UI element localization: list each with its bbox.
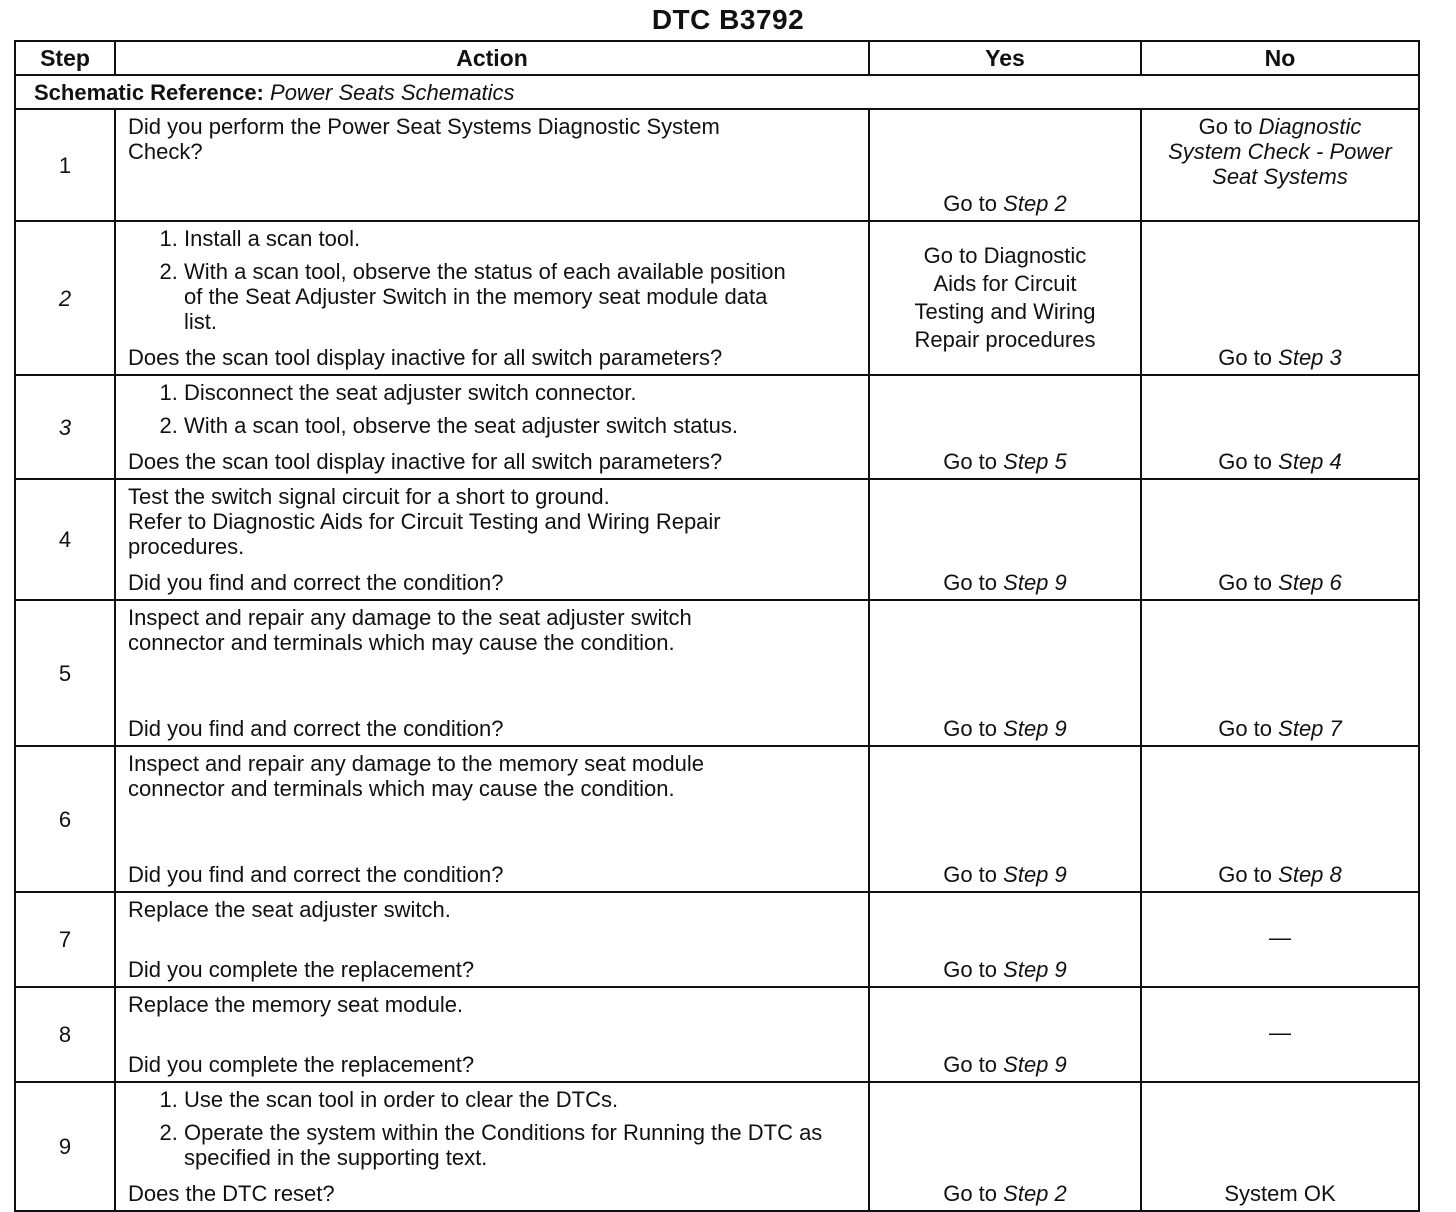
action-list-item: 2. With a scan tool, observe the seat adjuster switch status. [184, 413, 860, 438]
action-cell [115, 479, 869, 600]
schematic-reference-label: Schematic Reference: [34, 79, 264, 105]
table-row [15, 109, 1419, 221]
no-cell [1141, 987, 1419, 1082]
action-list-item: 2. Operate the system within the Conditions for Running the DTC as specified in the supporting text. [184, 1120, 824, 1170]
yes-cell [869, 479, 1141, 600]
yes-cell [869, 1082, 1141, 1211]
no-cell [1141, 479, 1419, 600]
action-cell [115, 375, 869, 479]
action-cell [115, 221, 869, 375]
no-target: Step 8 [1278, 862, 1342, 887]
step-number: 6 [15, 746, 115, 892]
no-cell [1141, 221, 1419, 375]
action-question: Did you find and correct the condition? [128, 570, 504, 595]
action-cell [115, 987, 869, 1082]
yes-cell [869, 109, 1141, 221]
action-list [128, 1087, 860, 1170]
yes-target: Step 9 [1003, 716, 1067, 741]
no-target: Diagnostic System Check - Power Seat Systems [1168, 114, 1392, 189]
action-list [128, 226, 860, 334]
header-action: Action [115, 41, 869, 75]
header-no: No [1141, 41, 1419, 75]
action-question: Does the scan tool display inactive for all switch parameters? [128, 345, 723, 370]
yes-target: Step 2 [1003, 191, 1067, 216]
yes-goto[interactable] [943, 1181, 1067, 1206]
goto-label: Go to [1218, 862, 1273, 887]
yes-goto[interactable] [943, 570, 1067, 595]
action-cell [115, 892, 869, 987]
diagnostic-table [14, 40, 1420, 1212]
action-cell [115, 600, 869, 746]
action-text: Replace the seat adjuster switch. [128, 897, 451, 922]
yes-target: Step 9 [1003, 1052, 1067, 1077]
yes-target: Step 5 [1003, 449, 1067, 474]
yes-cell [869, 600, 1141, 746]
yes-cell [869, 892, 1141, 987]
step-number: 1 [15, 109, 115, 221]
step-number: 9 [15, 1082, 115, 1211]
action-question: Did you find and correct the condition? [128, 862, 504, 887]
yes-target: Step 9 [1003, 570, 1067, 595]
no-action-dash: — [1269, 925, 1291, 950]
action-text: Test the switch signal circuit for a short to ground. [128, 484, 610, 509]
yes-cell [869, 375, 1141, 479]
action-text: Inspect and repair any damage to the seat adjuster switch connector and terminals which may cause the condition. [128, 605, 692, 655]
yes-cell [869, 987, 1141, 1082]
action-text: Inspect and repair any damage to the memory seat module connector and terminals which may cause the condition. [128, 751, 704, 801]
no-action-dash: — [1269, 1020, 1291, 1045]
action-text: Replace the memory seat module. [128, 992, 464, 1017]
action-question: Does the scan tool display inactive for all switch parameters? [128, 449, 723, 474]
action-question: Did you complete the replacement? [128, 1052, 475, 1077]
yes-goto[interactable]: Go to Diagnostic Aids for Circuit Testing and Wiring Repair procedures [914, 243, 1096, 352]
yes-target: Step 2 [1003, 1181, 1067, 1206]
step-number: 8 [15, 987, 115, 1082]
yes-goto[interactable] [943, 716, 1067, 741]
action-question: Did you complete the replacement? [128, 957, 475, 982]
no-cell [1141, 1082, 1419, 1211]
yes-goto[interactable] [943, 862, 1067, 887]
goto-label: Go to [1198, 114, 1253, 139]
yes-cell [869, 746, 1141, 892]
no-cell [1141, 746, 1419, 892]
action-list-item: 2. With a scan tool, observe the status of each available position of the Seat Adjuster Switch in the memory seat module data list. [184, 259, 804, 334]
table-row [15, 375, 1419, 479]
yes-goto[interactable] [943, 191, 1067, 216]
step-number: 7 [15, 892, 115, 987]
goto-label: Go to [943, 1181, 998, 1206]
schematic-reference [15, 75, 1419, 109]
table-row [15, 479, 1419, 600]
schematic-reference-row [15, 75, 1419, 109]
action-list-item: 1. Install a scan tool. [184, 226, 860, 251]
action-text: Did you perform the Power Seat Systems Diagnostic System Check? [128, 114, 720, 164]
action-cell [115, 1082, 869, 1211]
goto-label: Go to [943, 191, 998, 216]
goto-label: Go to [1218, 449, 1273, 474]
no-cell [1141, 892, 1419, 987]
action-question: Does the DTC reset? [128, 1181, 335, 1206]
no-target: Step 6 [1278, 570, 1342, 595]
table-row [15, 221, 1419, 375]
action-list [128, 380, 860, 438]
action-cell [115, 109, 869, 221]
yes-target: Step 9 [1003, 957, 1067, 982]
goto-label: Go to [1218, 345, 1273, 370]
no-cell [1141, 109, 1419, 221]
no-goto[interactable] [1218, 449, 1342, 474]
step-number: 4 [15, 479, 115, 600]
header-row [15, 41, 1419, 75]
header-step: Step [15, 41, 115, 75]
no-target: Step 7 [1278, 716, 1342, 741]
step-number: 3 [15, 375, 115, 479]
no-goto[interactable] [1160, 114, 1400, 189]
table-row [15, 987, 1419, 1082]
yes-goto[interactable] [943, 957, 1067, 982]
action-question: Did you find and correct the condition? [128, 716, 504, 741]
goto-label: Go to [1218, 570, 1273, 595]
goto-label: Go to [943, 570, 998, 595]
step-number: 5 [15, 600, 115, 746]
action-text: Refer to Diagnostic Aids for Circuit Testing and Wiring Repair procedures. [128, 509, 721, 559]
no-target: Step 3 [1278, 345, 1342, 370]
no-cell [1141, 600, 1419, 746]
schematic-reference-link[interactable]: Power Seats Schematics [270, 79, 515, 105]
yes-goto[interactable] [943, 449, 1067, 474]
goto-label: Go to [943, 957, 998, 982]
table-row [15, 600, 1419, 746]
table-row [15, 746, 1419, 892]
no-goto[interactable] [1218, 862, 1342, 887]
goto-label: Go to [1218, 716, 1273, 741]
goto-label: Go to [943, 716, 998, 741]
goto-label: Go to [943, 862, 998, 887]
no-target: Step 4 [1278, 449, 1342, 474]
no-goto[interactable] [1218, 716, 1342, 741]
action-cell [115, 746, 869, 892]
no-goto[interactable] [1218, 345, 1342, 370]
goto-label: Go to [943, 1052, 998, 1077]
step-number: 2 [15, 221, 115, 375]
system-ok-text: System OK [1224, 1181, 1336, 1206]
table-row [15, 892, 1419, 987]
no-goto[interactable] [1218, 570, 1342, 595]
yes-target: Step 9 [1003, 862, 1067, 887]
yes-goto[interactable] [943, 1052, 1067, 1077]
action-list-item: 1. Disconnect the seat adjuster switch connector. [184, 380, 860, 405]
document-title: DTC B3792 [651, 4, 805, 35]
goto-label: Go to [943, 449, 998, 474]
yes-cell [869, 221, 1141, 375]
header-yes: Yes [869, 41, 1141, 75]
table-row [15, 1082, 1419, 1211]
no-cell [1141, 375, 1419, 479]
action-list-item: 1. Use the scan tool in order to clear the DTCs. [184, 1087, 860, 1112]
